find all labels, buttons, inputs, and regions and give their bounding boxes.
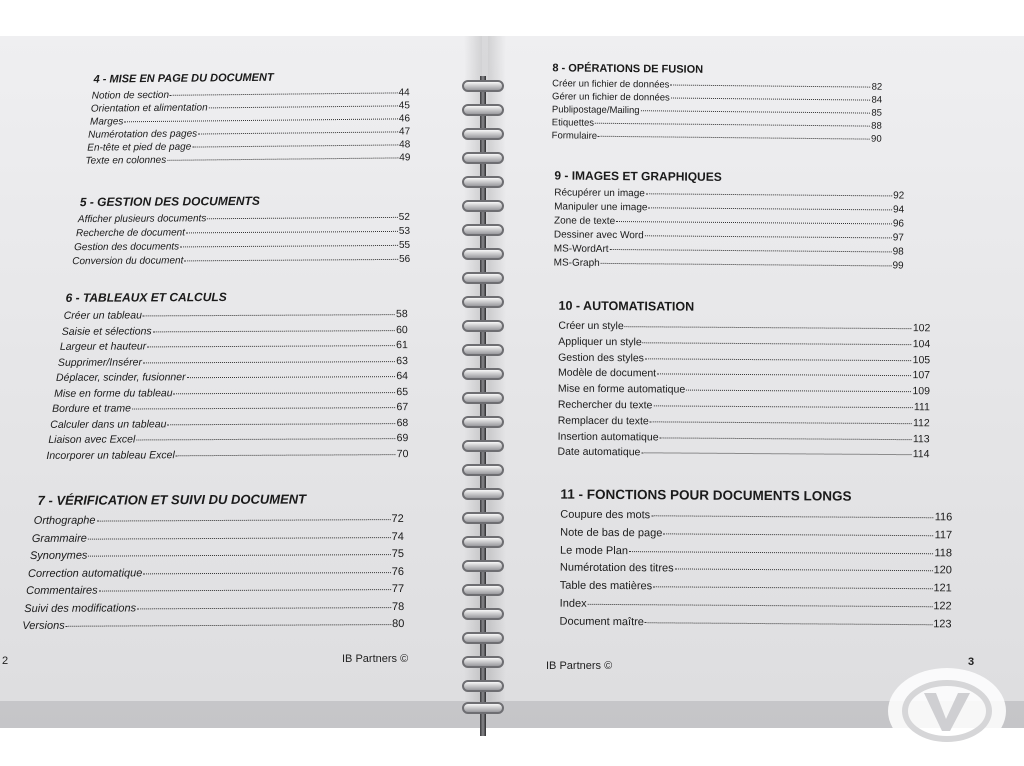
dot-leader xyxy=(147,345,395,347)
dot-leader xyxy=(88,537,391,540)
entry-label: Modèle de document xyxy=(558,367,657,380)
ring xyxy=(462,200,504,212)
toc-entry xyxy=(559,616,951,637)
entry-page: 90 xyxy=(871,133,882,145)
entry-page: 53 xyxy=(398,225,411,237)
dot-leader xyxy=(675,569,933,572)
dot-leader xyxy=(132,407,396,409)
section-title: 10 - AUTOMATISATION xyxy=(558,298,695,314)
ring xyxy=(462,248,504,260)
entry-page: 117 xyxy=(934,529,953,542)
entry-page: 47 xyxy=(398,126,411,138)
entry-page: 44 xyxy=(398,87,410,99)
entry-page: 121 xyxy=(933,582,952,595)
entry-label: Créer un style xyxy=(558,319,624,333)
dot-leader xyxy=(649,207,892,210)
dot-leader xyxy=(650,421,912,424)
toc-entry xyxy=(20,619,404,639)
entry-label: Rechercher du texte xyxy=(557,398,653,412)
dot-leader xyxy=(184,259,398,261)
entry-page: 75 xyxy=(391,547,404,561)
dot-leader xyxy=(653,586,932,589)
dot-leader xyxy=(153,330,395,332)
entry-label: Dessiner avec Word xyxy=(553,229,644,242)
entry-page: 111 xyxy=(913,401,930,414)
dot-leader xyxy=(143,572,390,574)
toc-entry xyxy=(84,153,410,169)
dot-leader xyxy=(588,604,933,607)
entry-page: 107 xyxy=(912,369,931,382)
dot-leader xyxy=(170,92,398,95)
section-title: 7 - VÉRIFICATION ET SUIVI DU DOCUMENT xyxy=(37,491,307,508)
dot-leader xyxy=(670,85,870,88)
dot-leader xyxy=(97,519,391,522)
entry-page: 113 xyxy=(912,432,930,445)
toc-entry xyxy=(20,566,404,586)
toc-entry xyxy=(20,531,404,551)
dot-leader xyxy=(209,105,398,108)
dot-leader xyxy=(174,392,396,394)
entry-label: Formulaire xyxy=(551,130,598,142)
entry-page: 118 xyxy=(934,546,953,559)
entry-label: MS-Graph xyxy=(553,257,600,269)
entry-page: 96 xyxy=(892,218,905,230)
dot-leader xyxy=(143,361,395,363)
photo-background xyxy=(0,36,1024,728)
entry-label: Document maître xyxy=(559,615,644,629)
entry-page: 80 xyxy=(392,617,405,631)
dot-leader xyxy=(167,157,398,160)
toc-entry xyxy=(44,325,408,342)
entry-page: 63 xyxy=(396,354,408,367)
entry-label: Afficher plusieurs documents xyxy=(77,213,207,226)
entry-label: Versions xyxy=(22,619,65,632)
entry-page: 84 xyxy=(871,94,883,106)
entry-page: 97 xyxy=(892,232,904,244)
entry-page: 88 xyxy=(871,120,882,132)
entry-label: Zone de texte xyxy=(553,215,616,228)
entries xyxy=(559,510,952,637)
ring xyxy=(462,632,504,644)
entry-label: Publipostage/Mailing xyxy=(551,104,640,117)
ring xyxy=(462,560,504,572)
ring xyxy=(462,272,504,284)
section-title: 5 - GESTION DES DOCUMENTS xyxy=(79,193,260,210)
dot-leader xyxy=(643,342,912,345)
right-page xyxy=(488,36,1024,701)
entry-label: Grammaire xyxy=(31,532,87,545)
toc-section-11 xyxy=(559,487,952,637)
toc-section-8 xyxy=(552,62,883,147)
dot-leader xyxy=(180,245,398,248)
ring xyxy=(462,392,504,404)
entries xyxy=(554,188,905,275)
entry-page: 76 xyxy=(391,565,405,578)
entries xyxy=(44,309,409,466)
toc-entry xyxy=(70,255,410,271)
dot-leader xyxy=(598,136,870,140)
entry-label: Remplacer du texte xyxy=(557,414,649,428)
dot-leader xyxy=(651,515,934,518)
entry-label: Conversion du document xyxy=(72,255,184,268)
entry-label: Supprimer/Insérer xyxy=(57,355,142,369)
entry-page: 92 xyxy=(893,190,905,202)
dot-leader xyxy=(207,217,397,219)
toc-section-7 xyxy=(20,491,405,639)
dot-leader xyxy=(641,453,911,456)
entry-page: 49 xyxy=(399,152,411,164)
dot-leader xyxy=(187,376,396,378)
entry-label: Orientation et alimentation xyxy=(90,102,208,115)
entry-label: Suivi des modifications xyxy=(24,601,137,615)
dot-leader xyxy=(610,249,892,252)
ring xyxy=(462,344,504,356)
entry-page: 98 xyxy=(892,246,904,258)
entry-page: 70 xyxy=(396,447,409,460)
dot-leader xyxy=(645,622,932,625)
entry-label: Index xyxy=(559,597,587,610)
entry-label: Le mode Plan xyxy=(560,544,629,557)
toc-section-10 xyxy=(557,299,930,466)
entry-label: Insertion automatique xyxy=(557,430,659,443)
entry-label: Gérer un fichier de données xyxy=(552,91,670,104)
ring xyxy=(462,656,504,668)
entry-page: 58 xyxy=(395,308,408,321)
toc-entry xyxy=(552,131,882,147)
dot-leader xyxy=(595,123,870,127)
dot-leader xyxy=(686,390,911,393)
dot-leader xyxy=(192,144,398,147)
toc-section-5 xyxy=(70,193,411,271)
entry-label: En-tête et pied de page xyxy=(87,141,192,154)
dot-leader xyxy=(645,235,892,238)
entry-label: MS-WordArt xyxy=(553,243,609,255)
dot-leader xyxy=(176,454,396,456)
entry-label: Table des matières xyxy=(559,579,653,593)
entry-label: Notion de section xyxy=(91,89,170,102)
entry-label: Date automatique xyxy=(557,446,641,459)
footer-text: IB Partners © xyxy=(342,653,409,665)
page-number: 3 xyxy=(968,656,975,668)
entry-page: 85 xyxy=(871,107,882,119)
ring xyxy=(462,368,504,380)
toc-section-4 xyxy=(84,70,411,169)
entry-page: 114 xyxy=(912,448,930,461)
entry-label: Calculer dans un tableau xyxy=(50,417,167,431)
dot-leader xyxy=(198,131,398,134)
dot-leader xyxy=(625,326,912,329)
entry-label: Coupure des mots xyxy=(560,508,651,522)
ring xyxy=(462,464,504,476)
entry-label: Récupérer un image xyxy=(554,187,645,200)
section-title: 4 - MISE EN PAGE DU DOCUMENT xyxy=(93,71,274,86)
entry-label: Note de bas de page xyxy=(560,526,663,540)
dot-leader xyxy=(99,589,391,592)
entry-label: Numérotation des pages xyxy=(88,128,198,141)
toc-section-9 xyxy=(554,168,905,275)
entry-label: Correction automatique xyxy=(28,566,143,580)
ring xyxy=(462,608,504,620)
entry-page: 123 xyxy=(933,618,952,631)
dot-leader xyxy=(88,554,390,557)
entry-page: 74 xyxy=(391,530,404,543)
ring xyxy=(462,296,504,308)
entry-label: Créer un fichier de données xyxy=(552,78,670,91)
dot-leader xyxy=(136,438,395,440)
entry-page: 61 xyxy=(396,339,408,352)
entry-page: 69 xyxy=(396,432,409,445)
dot-leader xyxy=(641,110,871,113)
dot-leader xyxy=(663,533,933,536)
page-number: 2 xyxy=(2,655,9,667)
entry-page: 65 xyxy=(396,385,409,398)
entry-label: Mise en forme du tableau xyxy=(54,386,173,400)
spiral-binding xyxy=(456,80,512,720)
toc-entry xyxy=(20,514,404,534)
entry-page: 122 xyxy=(933,600,952,613)
vivastreet-logo-icon xyxy=(888,668,1006,754)
entries xyxy=(557,321,930,466)
entry-label: Manipuler une image xyxy=(554,201,648,214)
dot-leader xyxy=(671,98,871,101)
ring xyxy=(462,224,504,236)
watermark-v-icon xyxy=(902,679,992,743)
dot-leader xyxy=(143,314,395,316)
entry-page: 112 xyxy=(912,416,930,430)
entry-label: Bordure et trame xyxy=(52,402,131,415)
dot-leader xyxy=(629,551,934,554)
toc-entry xyxy=(554,258,904,275)
entry-page: 46 xyxy=(398,113,411,125)
dot-leader xyxy=(653,405,912,408)
ring xyxy=(462,176,504,188)
toc-entry xyxy=(44,449,408,466)
entry-page: 99 xyxy=(892,260,904,272)
ring xyxy=(462,702,504,714)
section-title: 8 - OPÉRATIONS DE FUSION xyxy=(552,62,704,76)
toc-entry xyxy=(20,549,404,569)
entry-label: Mise en forme automatique xyxy=(557,382,686,396)
entry-label: Etiquettes xyxy=(551,117,595,129)
entry-page: 105 xyxy=(912,353,931,366)
entry-label: Liaison avec Excel xyxy=(48,433,136,446)
entry-page: 45 xyxy=(398,100,410,112)
entry-label: Texte en colonnes xyxy=(85,154,167,167)
entry-page: 78 xyxy=(391,600,405,613)
dot-leader xyxy=(137,607,391,609)
entry-page: 68 xyxy=(396,416,409,429)
ring xyxy=(462,512,504,524)
entry-page: 77 xyxy=(391,582,405,596)
ring xyxy=(462,416,504,428)
section-title: 9 - IMAGES ET GRAPHIQUES xyxy=(554,168,722,184)
toc-entry xyxy=(20,601,404,621)
ring xyxy=(462,488,504,500)
entry-page: 104 xyxy=(912,337,931,351)
entry-label: Déplacer, scinder, fusionner xyxy=(55,371,186,384)
ring xyxy=(462,584,504,596)
dot-leader xyxy=(645,358,912,361)
entry-page: 120 xyxy=(933,564,952,577)
entry-label: Marges xyxy=(89,116,124,128)
entry-label: Numérotation des titres xyxy=(559,562,674,575)
entry-page: 55 xyxy=(398,239,411,251)
entry-page: 109 xyxy=(912,385,930,398)
ring xyxy=(462,440,504,452)
entry-page: 102 xyxy=(912,322,931,335)
entry-page: 48 xyxy=(399,139,411,151)
entry-label: Recherche de document xyxy=(75,227,186,240)
entry-label: Largeur et hauteur xyxy=(59,340,147,353)
left-page xyxy=(0,36,482,701)
section-title: 6 - TABLEAUX ET CALCULS xyxy=(65,289,227,305)
entry-label: Commentaires xyxy=(26,584,98,597)
dot-leader xyxy=(124,118,398,122)
ring xyxy=(462,680,504,692)
ring xyxy=(462,128,504,140)
entry-page: 116 xyxy=(934,511,953,524)
entry-page: 52 xyxy=(398,211,410,223)
dot-leader xyxy=(657,374,911,377)
entry-page: 67 xyxy=(396,401,409,414)
ring xyxy=(462,320,504,332)
entries xyxy=(552,79,883,147)
entries xyxy=(84,88,411,169)
section-title: 11 - FONCTIONS POUR DOCUMENTS LONGS xyxy=(560,486,852,504)
entry-label: Gestion des documents xyxy=(74,241,180,254)
entry-label: Synonymes xyxy=(29,549,88,562)
entry-label: Créer un tableau xyxy=(63,309,142,322)
ring xyxy=(462,152,504,164)
dot-leader xyxy=(646,193,892,196)
entry-page: 94 xyxy=(892,204,905,216)
entry-label: Orthographe xyxy=(33,514,96,527)
toc-entry xyxy=(44,309,408,326)
dot-leader xyxy=(601,263,892,267)
dot-leader xyxy=(616,221,892,224)
toc-section-6 xyxy=(44,289,409,466)
toc-entry xyxy=(557,447,929,465)
dot-leader xyxy=(660,437,912,440)
entry-page: 64 xyxy=(396,370,409,383)
dot-leader xyxy=(186,231,398,233)
entry-label: Appliquer un style xyxy=(558,335,642,349)
entry-page: 56 xyxy=(399,253,411,265)
entry-label: Incorporer un tableau Excel xyxy=(46,448,175,462)
entry-page: 72 xyxy=(391,512,404,526)
ring xyxy=(462,104,504,116)
toc-entry xyxy=(20,584,404,604)
dot-leader xyxy=(66,624,391,627)
entry-label: Saisie et sélections xyxy=(61,324,152,338)
entry-page: 60 xyxy=(396,323,408,336)
ring xyxy=(462,536,504,548)
footer-text: IB Partners © xyxy=(546,660,613,672)
entries xyxy=(20,514,405,639)
entries xyxy=(70,213,410,271)
entry-page: 82 xyxy=(871,81,883,93)
ring xyxy=(462,80,504,92)
entry-label: Gestion des styles xyxy=(558,351,645,364)
dot-leader xyxy=(167,423,395,425)
